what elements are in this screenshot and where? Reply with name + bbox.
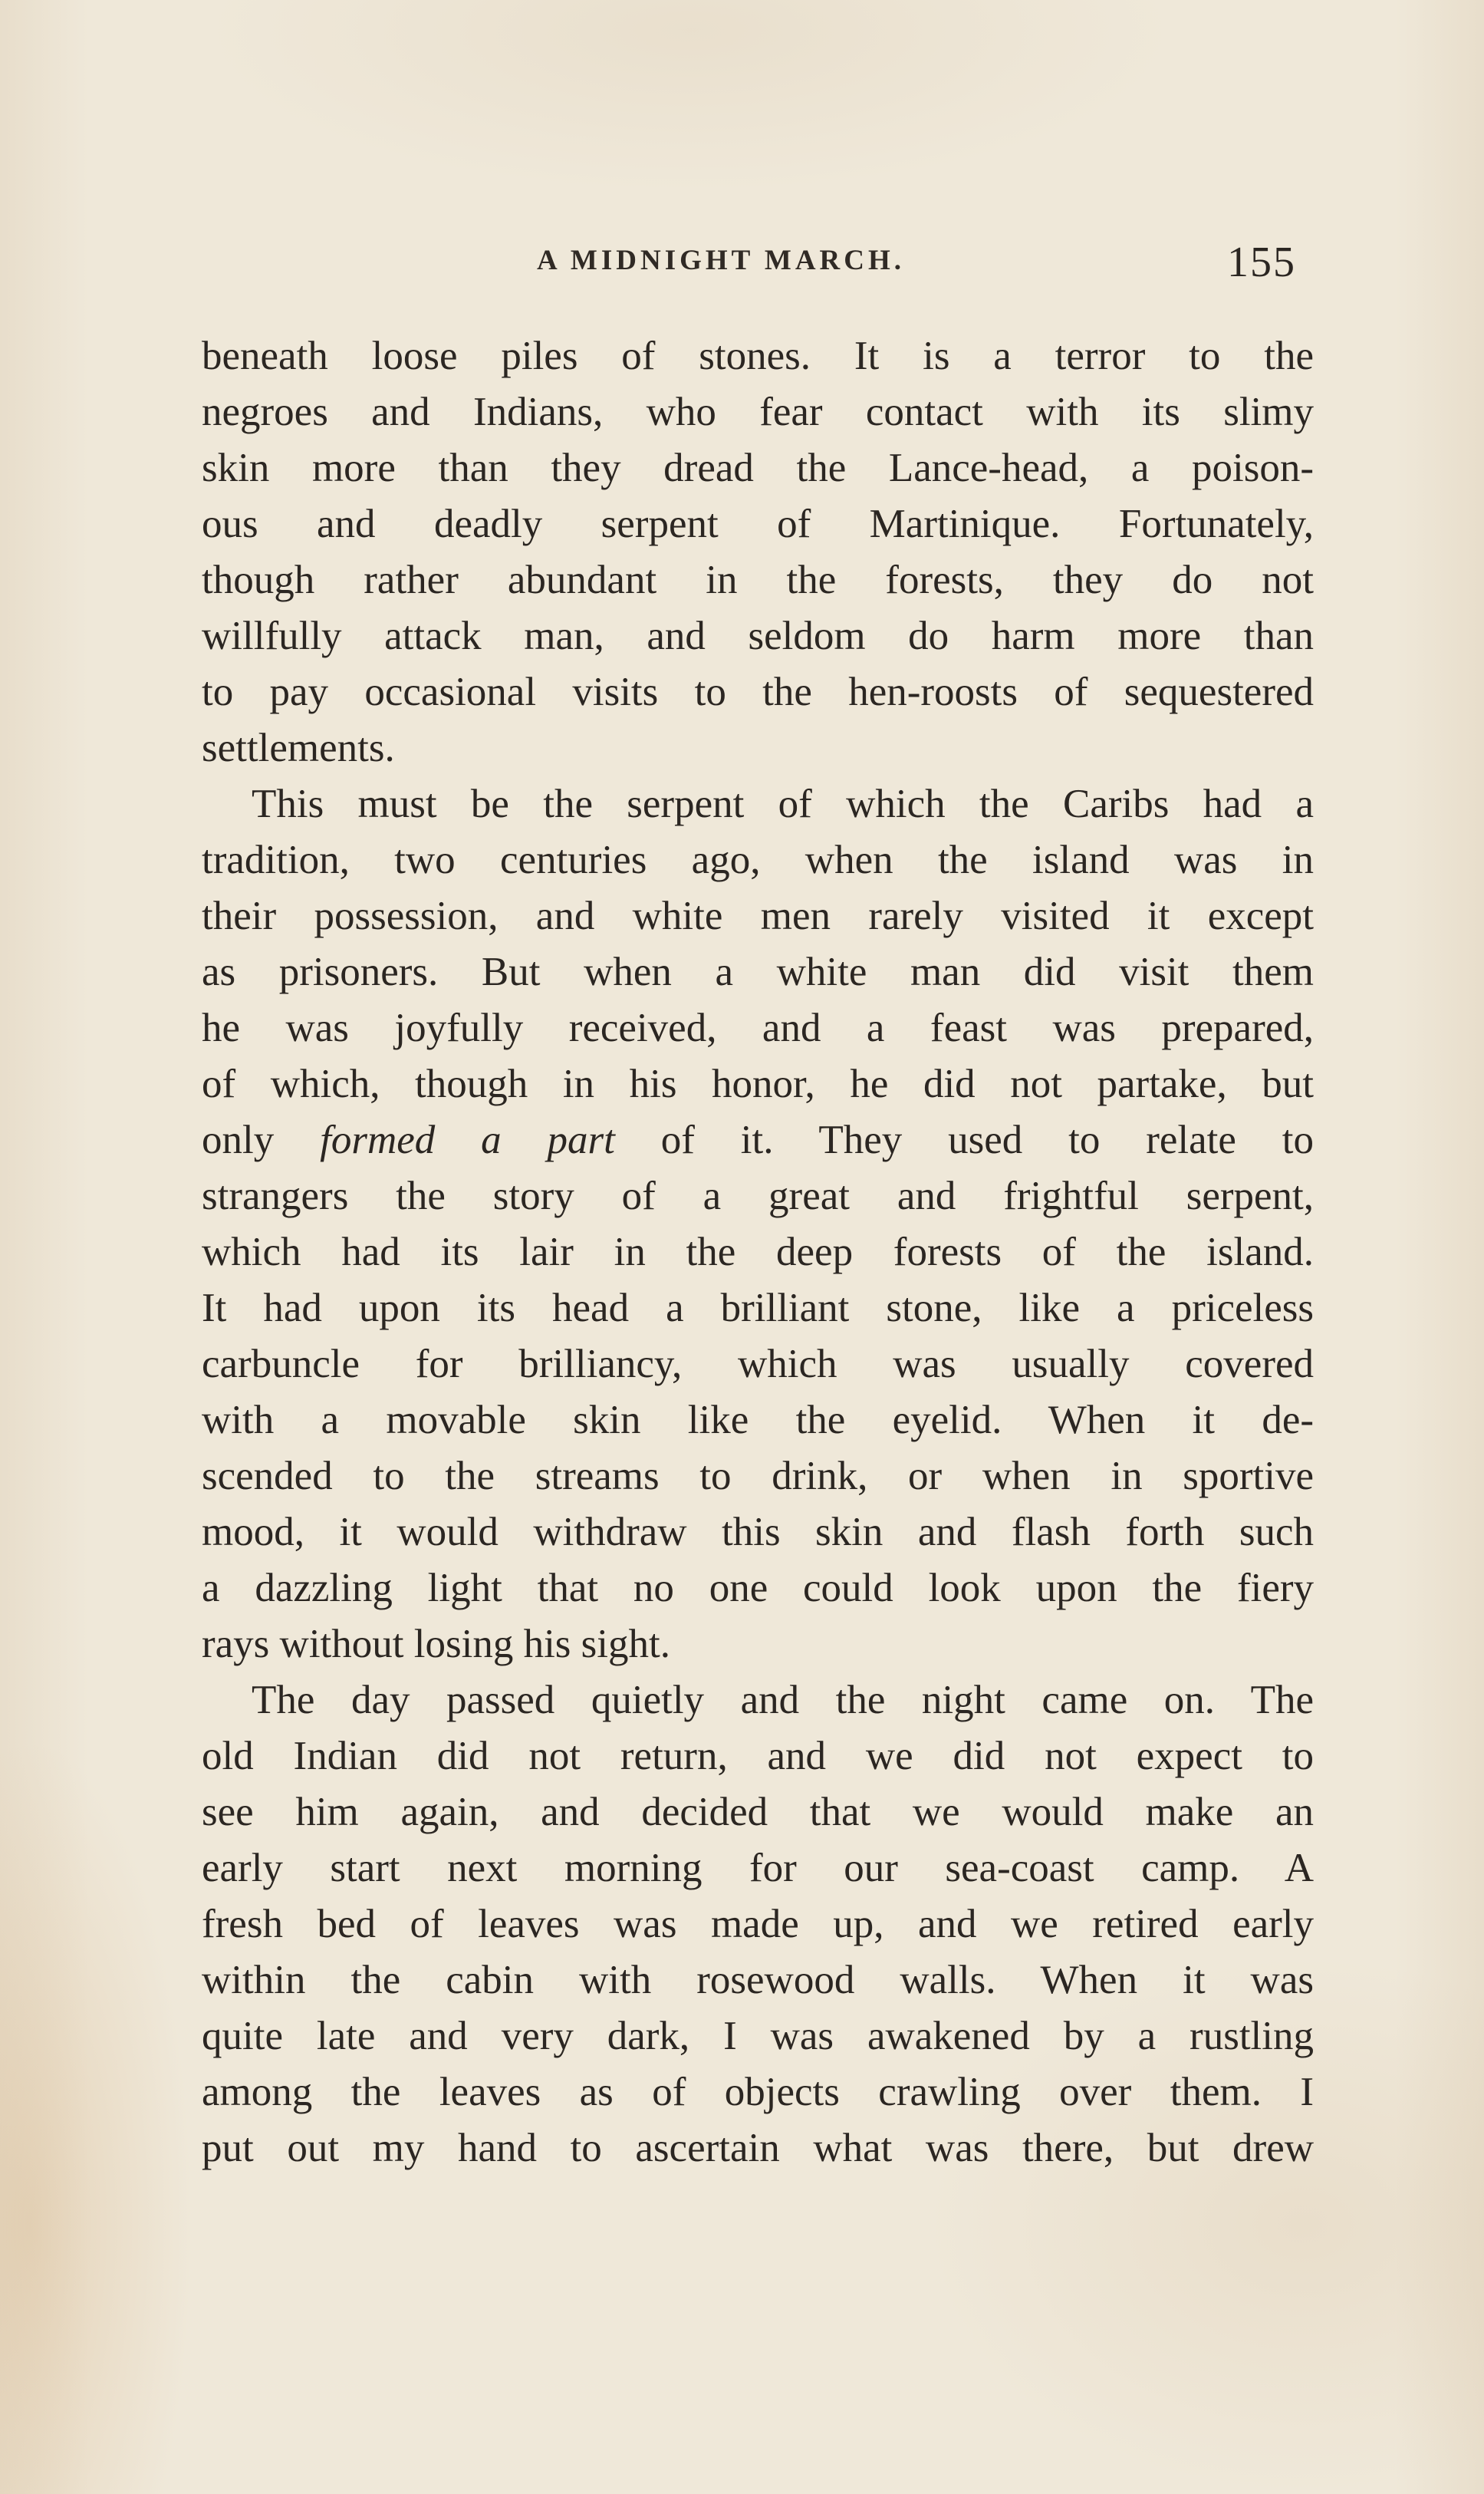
text-line: willfully attack man, and seldom do harm more than	[202, 614, 1314, 658]
body-text	[202, 328, 1314, 2176]
paragraph-1	[202, 328, 1314, 776]
text-line: mood, it would withdraw this skin and flash forth such	[202, 1510, 1314, 1554]
text-line: he was joyfully received, and a feast was prepared,	[202, 1006, 1314, 1050]
text-line: of which, though in his honor, he did not partake, but	[202, 1062, 1314, 1106]
text-line: fresh bed of leaves was made up, and we retired early	[202, 1902, 1314, 1946]
page-number: 155	[1227, 239, 1296, 286]
text-line-with-italic	[202, 1112, 1314, 1168]
text-line: early start next morning for our sea-coast camp. A	[202, 1846, 1314, 1890]
text-line: with a movable skin like the eyelid. When it de-	[202, 1398, 1314, 1442]
running-title: A MIDNIGHT MARCH.	[537, 245, 906, 276]
text-line: old Indian did not return, and we did not expect to	[202, 1734, 1314, 1778]
text-line: to pay occasional visits to the hen-roosts of sequestered	[202, 670, 1314, 714]
text-line: their possession, and white men rarely visited it except	[202, 894, 1314, 938]
text-line: tradition, two centuries ago, when the island was in	[202, 838, 1314, 882]
italic-phrase: formed a part	[320, 1118, 615, 1162]
text-line: skin more than they dread the Lance-head, a poison-	[202, 446, 1314, 490]
paragraph-2	[202, 776, 1314, 1672]
text-line: within the cabin with rosewood walls. When it was	[202, 1958, 1314, 2002]
text-line: see him again, and decided that we would make an	[202, 1790, 1314, 1834]
text-line: put out my hand to ascertain what was there, but drew	[202, 2126, 1314, 2170]
text-line: scended to the streams to drink, or when in sportive	[202, 1454, 1314, 1498]
text-line: ous and deadly serpent of Martinique. Fortunately,	[202, 502, 1314, 546]
text-line: a dazzling light that no one could look upon the fiery	[202, 1566, 1314, 1610]
text-line: carbuncle for brilliancy, which was usually covered	[202, 1342, 1314, 1386]
text-line: beneath loose piles of stones. It is a terror to the	[202, 334, 1314, 378]
text-fragment: of it. They used to relate to	[614, 1118, 1315, 1162]
text-line: It had upon its head a brilliant stone, like a priceless	[202, 1286, 1314, 1330]
text-line: though rather abundant in the forests, they do not	[202, 558, 1314, 602]
paragraph-3	[202, 1672, 1314, 2176]
text-line: The day passed quietly and the night came on. The	[252, 1678, 1314, 1722]
running-head	[0, 239, 1484, 285]
text-fragment: only	[202, 1118, 321, 1162]
text-line: strangers the story of a great and frightful serpent,	[202, 1174, 1314, 1218]
text-line: This must be the serpent of which the Caribs had a	[252, 782, 1314, 826]
text-line: rays without losing his sight.	[202, 1622, 671, 1666]
text-line: settlements.	[202, 726, 395, 770]
text-line: quite late and very dark, I was awakened by a rustling	[202, 2014, 1314, 2058]
text-line: among the leaves as of objects crawling over them. I	[202, 2070, 1314, 2114]
text-line: negroes and Indians, who fear contact with its slimy	[202, 390, 1314, 434]
text-line: which had its lair in the deep forests of the island.	[202, 1230, 1314, 1274]
text-line: as prisoners. But when a white man did visit them	[202, 950, 1314, 994]
